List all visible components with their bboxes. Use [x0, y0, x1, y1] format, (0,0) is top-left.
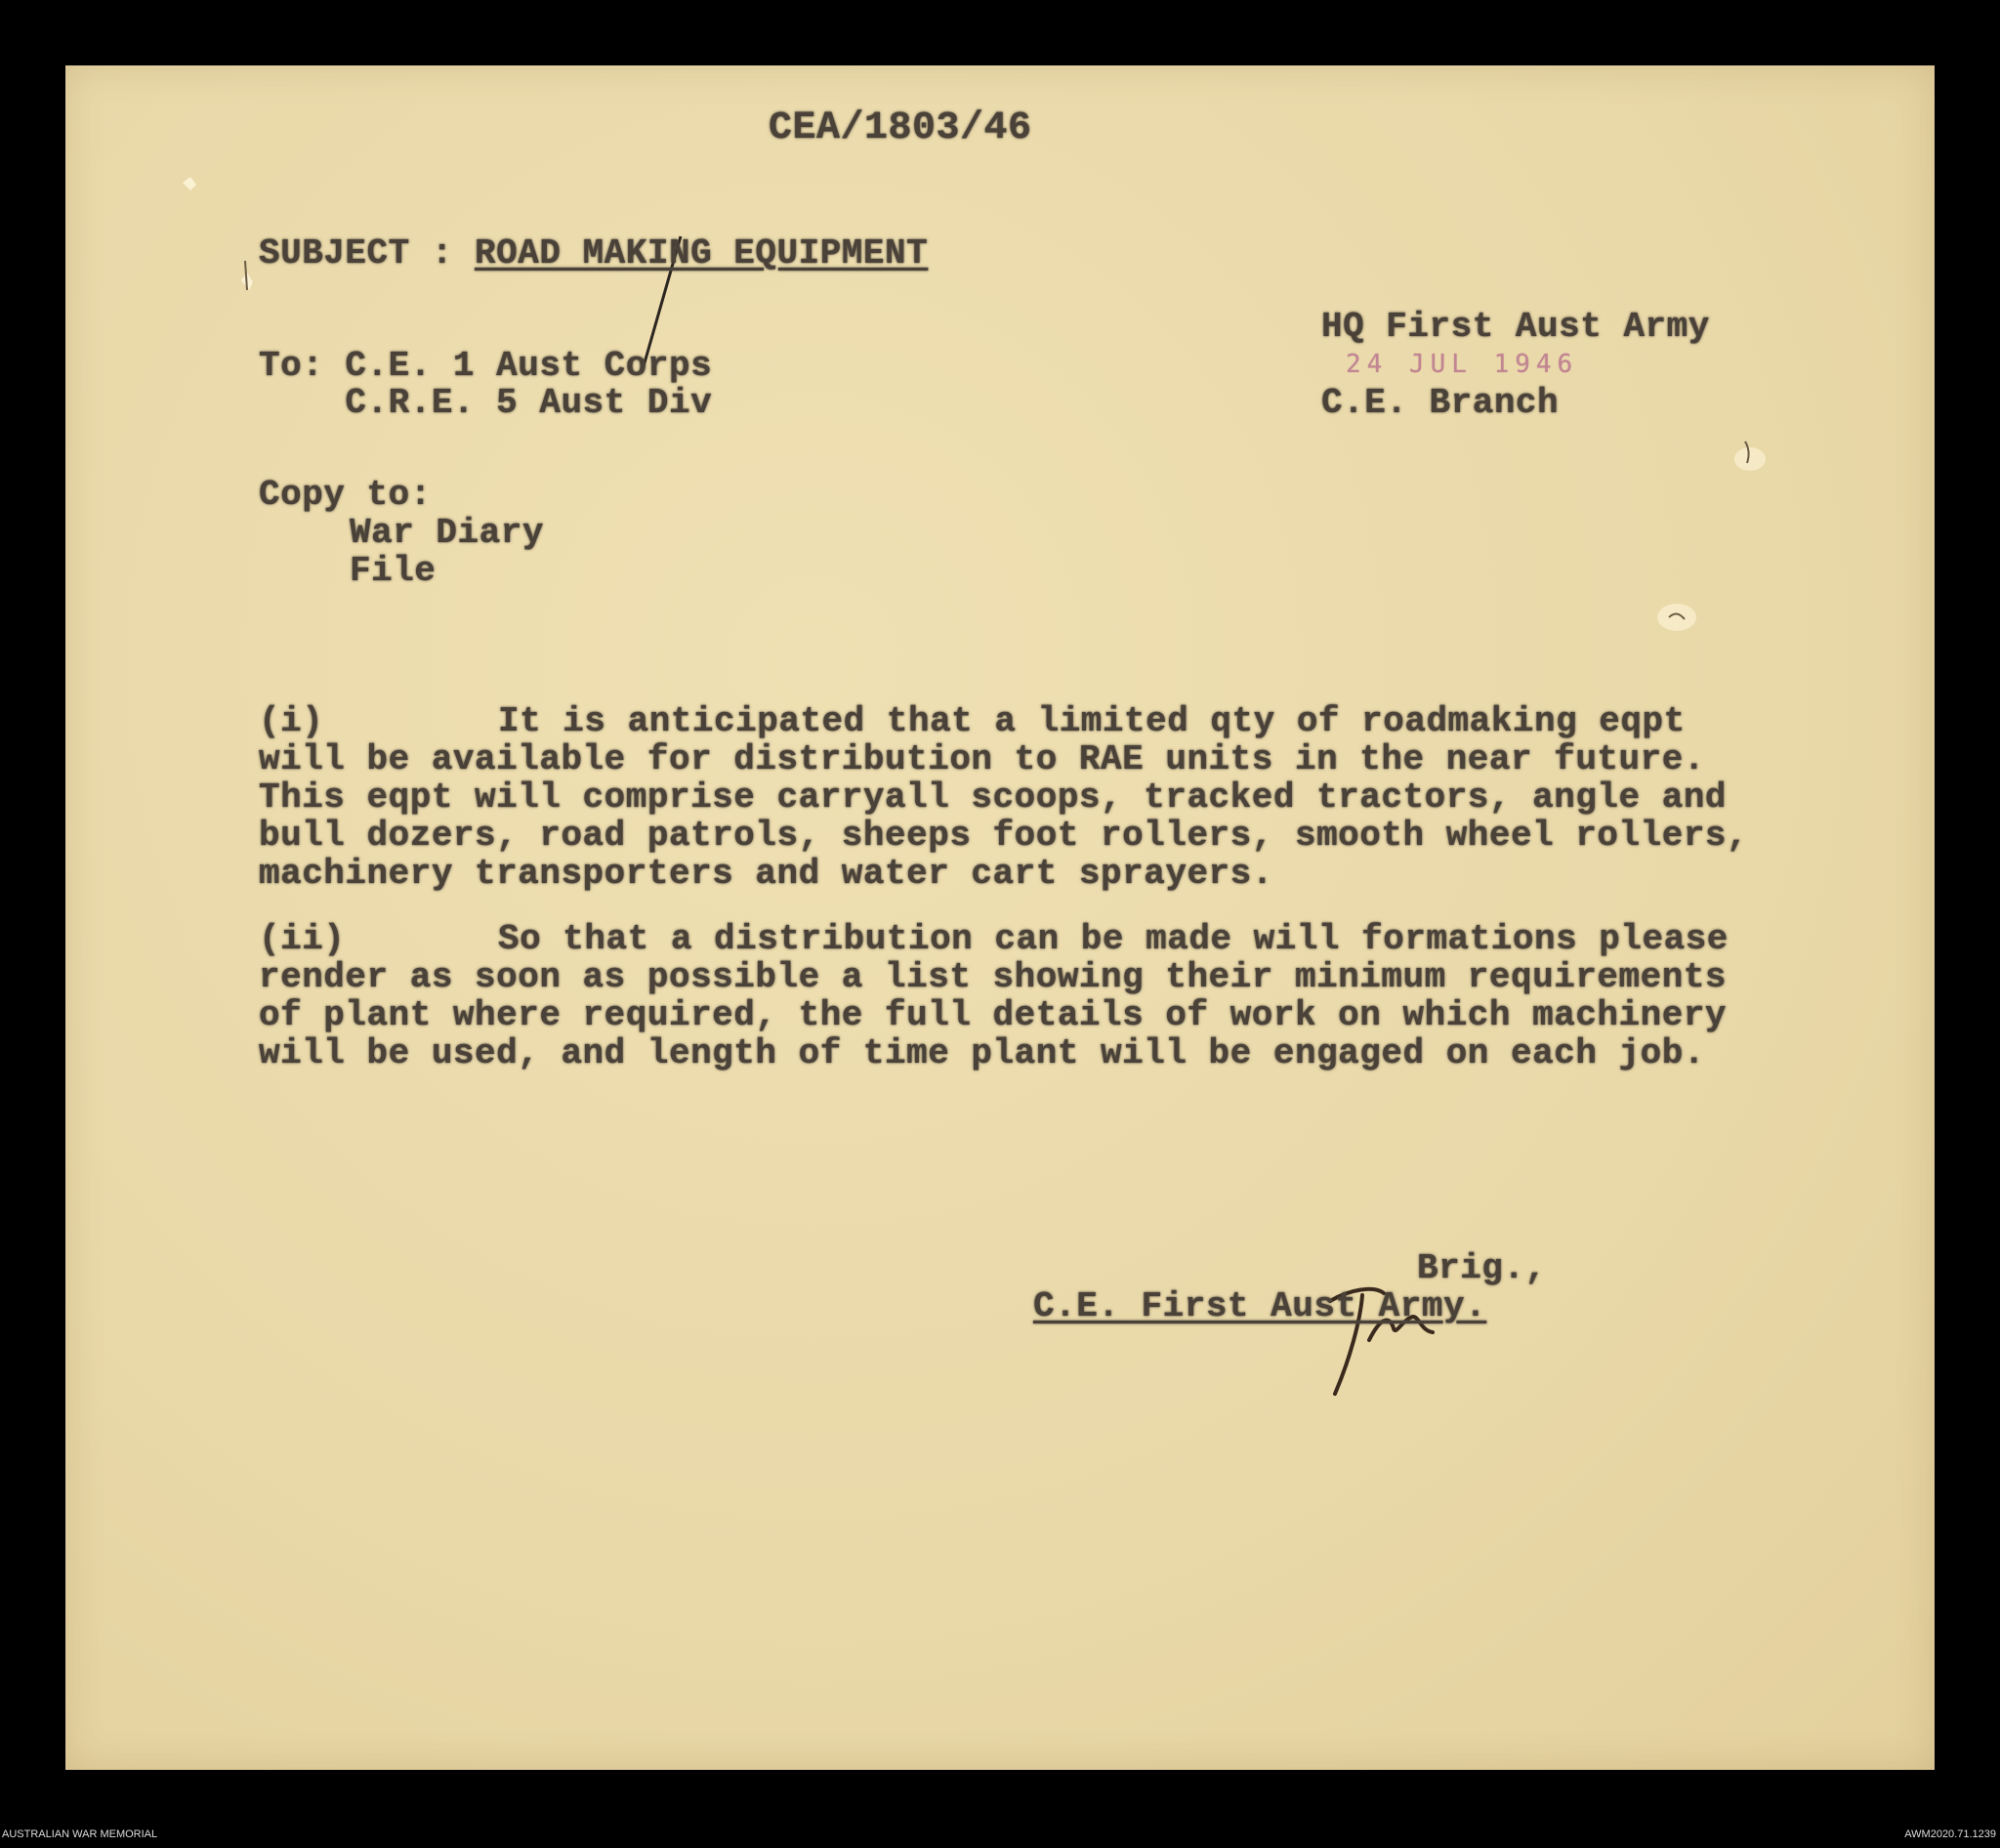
copy-recipient: War Diary: [350, 513, 544, 553]
paragraph-line: will be available for distribution to RAE units in the near future.: [259, 739, 1705, 779]
paragraph-line: render as soon as possible a list showing their minimum requirements: [259, 957, 1728, 997]
paragraph-line: machinery transporters and water cart sprayers.: [259, 854, 1273, 894]
paragraph-number: (i): [259, 701, 324, 741]
pin-hole-mark: [144, 105, 261, 319]
paragraph-number: (ii): [259, 919, 346, 959]
footer-credit: AUSTRALIAN WAR MEMORIAL: [2, 1828, 158, 1840]
signature-title: C.E. First Aust Army.: [1033, 1286, 1487, 1326]
paragraph-line: (i) It is anticipated that a limited qty of roadmaking eqpt: [259, 701, 1686, 741]
subject-label: SUBJECT :: [259, 233, 476, 273]
paragraph-1: [259, 702, 1929, 893]
paragraph-line: bull dozers, road patrols, sheeps foot rollers, smooth wheel rollers,: [259, 816, 1749, 856]
footer-accession-number: AWM2020.71.1239: [1904, 1828, 1996, 1840]
headquarters: HQ First Aust Army: [1321, 307, 1710, 347]
paragraph-line: of plant where required, the full details of work on which machinery: [259, 995, 1728, 1035]
addressee-line-1: To: C.E. 1 Aust Corps: [259, 346, 713, 386]
paragraph-line: This eqpt will comprise carryall scoops, tracked tractors, angle and: [259, 777, 1728, 818]
copy-recipient: File: [350, 551, 437, 591]
subject-line: [259, 234, 928, 273]
paragraph-line: will be used, and length of time plant will be engaged on each job.: [259, 1033, 1705, 1073]
branch: C.E. Branch: [1321, 383, 1560, 423]
reference-number: CEA/1803/46: [769, 106, 1032, 150]
copy-to-label: Copy to:: [259, 475, 432, 515]
addressee-line-2: C.R.E. 5 Aust Div: [259, 383, 713, 423]
paragraph-line: (ii) So that a distribution can be made will formations please: [259, 919, 1729, 959]
pin-hole-mark: [1726, 422, 1774, 490]
date-stamp: 24 JUL 1946: [1346, 350, 1579, 379]
paragraph-2: [259, 920, 1929, 1072]
subject-title: ROAD MAKING EQUIPMENT: [475, 233, 929, 273]
signature-rank: Brig.,: [1417, 1248, 1547, 1288]
pin-hole-mark: [1647, 588, 1706, 647]
